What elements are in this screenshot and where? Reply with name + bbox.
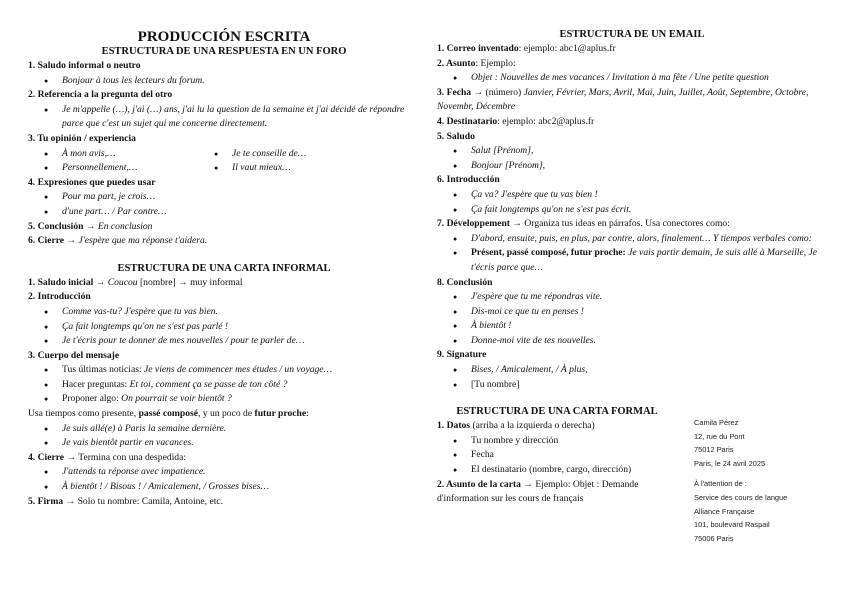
foro-heading-6: 6. Cierre → bbox=[28, 235, 77, 247]
list-item: ● D'abord, ensuite, puis, en plus, par contre, alors, finalement… Y tiempos verbales como: bbox=[437, 232, 827, 247]
list-item: ● J'attends ta réponse avec impatience. bbox=[28, 465, 420, 480]
list-item bbox=[28, 378, 420, 393]
list-item: ● Fecha bbox=[437, 448, 677, 463]
email-text-2: : Ejemplo: bbox=[475, 57, 516, 69]
list-item: ● d'une part… / Par contre… bbox=[28, 205, 420, 220]
list-item: ● Tu nombre y dirección bbox=[437, 434, 677, 449]
email-text-4: : ejemplo: abc2@aplus.fr bbox=[497, 115, 595, 127]
list-item: ● Comme vas-tu? J'espère que tu vas bien. bbox=[28, 305, 420, 320]
list-item: ● Ça va? J'espère que tu vas bien ! bbox=[437, 188, 827, 203]
usage-text: Usa tiempos como presente, bbox=[28, 408, 137, 420]
foro-title: ESTRUCTURA DE UNA RESPUESTA EN UN FORO bbox=[101, 46, 347, 57]
informal-heading-4: 4. Cierre → bbox=[28, 451, 77, 463]
foro-heading-2: 2. Referencia a la pregunta del otro bbox=[28, 89, 173, 101]
list-item: ● Je m'appelle (…), j'ai (…) ans, j'ai lu la question de la semaine et j'ai décidé de répondre parce que c'est un sujet qui me concerne directement. bbox=[28, 103, 420, 132]
email-line-4 bbox=[437, 115, 827, 130]
email-text-7: Organiza tus ideas en párrafos. Usa conectores como: bbox=[524, 218, 730, 230]
email-heading-1: 1. Correo inventado bbox=[437, 43, 519, 54]
recipient-city: 75006 Paris bbox=[694, 533, 734, 543]
usage-text: : bbox=[306, 408, 309, 420]
informal-line-1 bbox=[28, 276, 420, 291]
email-months: Janvier, Février, Mars, Avril, Mai, Juin, Juillet, Août, Septembre, Octobre, Novembr, Décembre bbox=[437, 86, 809, 113]
item-example: Je vais partir demain, Je suis allé à Marseille, Je t'écris parce que… bbox=[471, 247, 818, 273]
formal-heading-1: 1. Datos bbox=[437, 420, 471, 432]
formal-title: ESTRUCTURA DE UNA CARTA FORMAL bbox=[456, 406, 658, 418]
email-heading-4: 4. Destinatario bbox=[437, 115, 498, 127]
list-item bbox=[28, 392, 420, 407]
list-item bbox=[437, 246, 827, 275]
list-item: ● À bientôt ! bbox=[437, 319, 827, 334]
foro-text-6: J'espère que ma réponse t'aidera. bbox=[78, 235, 208, 247]
email-heading-9: 9. Signature bbox=[437, 349, 487, 361]
item-prefix: Hacer preguntas: bbox=[62, 378, 128, 390]
informal-heading-3: 3. Cuerpo del mensaje bbox=[28, 349, 120, 361]
email-title: ESTRUCTURA DE UN EMAIL bbox=[559, 29, 705, 40]
formal-line-2 bbox=[437, 478, 677, 507]
email-heading-6: 6. Introducción bbox=[437, 174, 500, 186]
foro-heading-1: 1. Saludo informal o neutro bbox=[28, 60, 141, 71]
formal-letter-example bbox=[694, 416, 834, 545]
list-item: ● [Tu nombre] bbox=[437, 378, 827, 393]
item-example: Je viens de commencer mes études / un voyage… bbox=[144, 364, 333, 376]
opinion-two-columns bbox=[28, 147, 420, 176]
sender-name: Camila Pérez bbox=[694, 418, 739, 427]
list-item: ● J'espère que tu me répondras vite. bbox=[437, 290, 827, 305]
recipient-street: 101, boulevard Raspail bbox=[694, 520, 770, 530]
list-item: ● Bonjour à tous les lecteurs du forum. bbox=[28, 74, 420, 89]
usage-text: , y un poco de bbox=[198, 408, 253, 420]
list-item: ● Je te conseille de… bbox=[198, 147, 348, 162]
left-column bbox=[28, 0, 420, 509]
email-heading-3: 3. Fecha → bbox=[437, 86, 484, 98]
informal-text-4: Termina con una despedida: bbox=[78, 451, 187, 463]
foro-heading-5: 5. Conclusión → bbox=[28, 220, 96, 232]
list-item: ● Personnellement,… bbox=[28, 161, 198, 176]
informal-line-4 bbox=[28, 451, 420, 466]
email-line-3 bbox=[437, 86, 827, 115]
attention-label: À l'attention de : bbox=[694, 479, 747, 489]
page-title: PRODUCCIÓN ESCRITA bbox=[137, 29, 311, 45]
email-line-7 bbox=[437, 217, 827, 232]
informal-heading-5: 5. Firma → bbox=[28, 495, 76, 507]
item-prefix: Présent, passé composé, futur proche: bbox=[471, 247, 626, 259]
sender-street: 12, rue du Pont bbox=[694, 431, 745, 441]
informal-heading-2: 2. Introducción bbox=[28, 291, 91, 303]
foro-heading-3: 3. Tu opinión / experiencia bbox=[28, 132, 136, 144]
foro-line-5 bbox=[28, 220, 420, 235]
item-prefix: Tus últimas noticias: bbox=[62, 364, 142, 376]
list-item: ● Ça fait longtemps qu'on ne s'est pas écrit. bbox=[437, 203, 827, 218]
letter-date: Paris, le 24 avril 2025 bbox=[694, 458, 766, 468]
informal-text-1: [nombre] → muy informal bbox=[139, 276, 243, 288]
email-text-3: (número) bbox=[485, 86, 522, 98]
usage-bold: futur proche bbox=[254, 408, 307, 420]
list-item: ● Je vais bientôt partir en vacances. bbox=[28, 436, 420, 451]
item-example: Et toi, comment ça se passe de ton côté ? bbox=[129, 378, 288, 390]
foro-text-5: En conclusion bbox=[97, 220, 153, 232]
list-item: ● Je suis allé(e) à Paris la semaine dernière. bbox=[28, 422, 420, 437]
list-item: ● Je t'écris pour te donner de mes nouvelles / pour te parler de… bbox=[28, 334, 420, 349]
list-item: ● À bientôt ! / Bisous ! / Amicalement, / Grosses bises… bbox=[28, 480, 420, 495]
list-item: ● À mon avis,… bbox=[28, 147, 198, 162]
recipient-org: Alliance Française bbox=[694, 506, 755, 516]
list-item: ● Bonjour [Prénom], bbox=[437, 159, 827, 174]
item-example: On pourrait se voir bientôt ? bbox=[121, 393, 232, 405]
list-item: ● Salut [Prénom], bbox=[437, 144, 827, 159]
informal-text-5: Solo tu nombre: Camila, Antoine, etc. bbox=[77, 495, 224, 507]
email-heading-7: 7. Développement → bbox=[437, 218, 522, 230]
usage-bold: passé composé bbox=[138, 408, 199, 420]
informal-heading-1: 1. Saludo inicial → bbox=[28, 276, 106, 288]
informal-coucou: Coucou bbox=[107, 276, 138, 288]
email-line-1 bbox=[437, 42, 827, 57]
formal-heading-2: 2. Asunto de la carta → bbox=[437, 478, 533, 490]
list-item: ● Pour ma part, je crois… bbox=[28, 190, 420, 205]
email-heading-8: 8. Conclusión bbox=[437, 276, 493, 288]
formal-section bbox=[437, 405, 677, 507]
sender-city: 75012 Paris bbox=[694, 445, 734, 455]
formal-line-1 bbox=[437, 419, 677, 434]
list-item: ● Ça fait longtemps qu'on ne s'est pas parlé ! bbox=[28, 320, 420, 335]
foro-line-6 bbox=[28, 234, 420, 249]
email-line-2 bbox=[437, 57, 827, 72]
list-item: ● Dis-moi ce que tu en penses ! bbox=[437, 305, 827, 320]
list-item: ● Il vaut mieux… bbox=[198, 161, 348, 176]
email-heading-2: 2. Asunto bbox=[437, 57, 476, 69]
recipient-service: Service des cours de langue bbox=[694, 492, 788, 502]
tense-usage-line bbox=[28, 407, 420, 422]
email-text-1: : ejemplo: abc1@aplus.fr bbox=[518, 43, 616, 54]
list-item: ● Objet : Nouvelles de mes vacances / Invitation à ma fête / Une petite question bbox=[437, 71, 827, 86]
informal-line-5 bbox=[28, 495, 420, 510]
item-prefix: Proponer algo: bbox=[62, 393, 119, 405]
formal-text-1: (arriba a la izquierda o derecha) bbox=[472, 420, 595, 432]
list-item: ● El destinatario (nombre, cargo, dirección) bbox=[437, 463, 677, 478]
list-item: ● Bises, / Amicalement, / À plus, bbox=[437, 363, 827, 378]
list-item: ● Donne-moi vite de tes nouvelles. bbox=[437, 334, 827, 349]
formal-text-2: Ejemplo: Objet : Demande d'information sur les cours de français bbox=[437, 478, 639, 505]
informal-title: ESTRUCTURA DE UNA CARTA INFORMAL bbox=[117, 262, 331, 274]
email-heading-5: 5. Saludo bbox=[437, 130, 475, 142]
list-item bbox=[28, 363, 420, 378]
foro-heading-4: 4. Expresiones que puedes usar bbox=[28, 176, 156, 188]
